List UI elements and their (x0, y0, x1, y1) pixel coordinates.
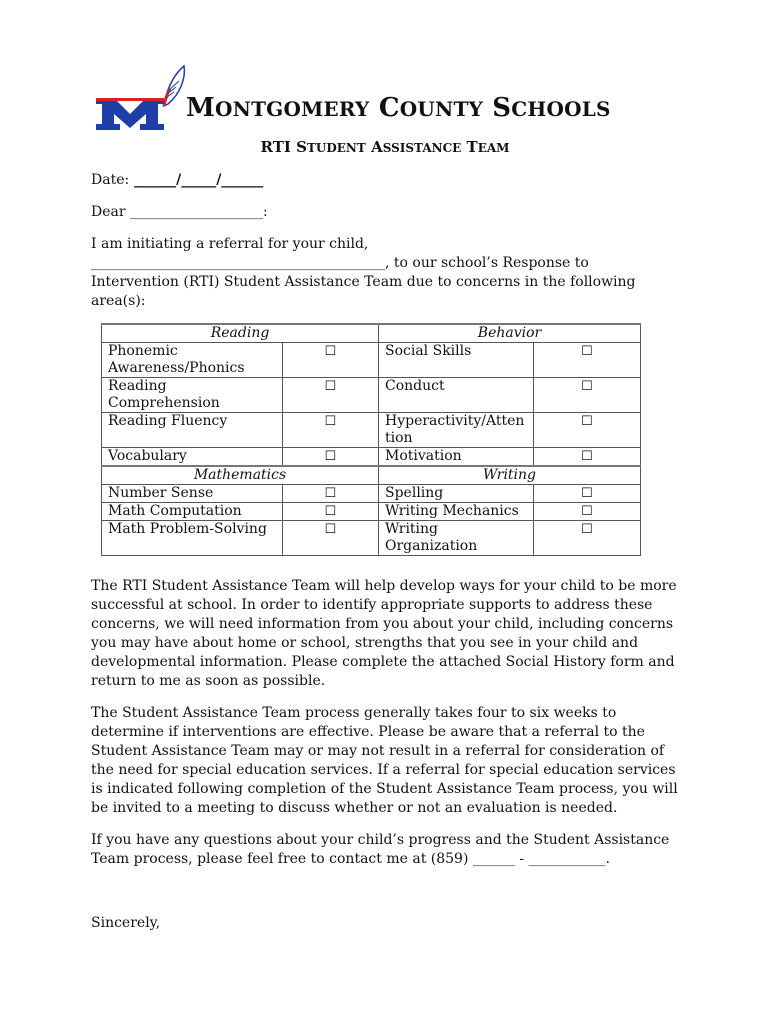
concern-label: Number Sense (102, 485, 283, 503)
table-row (102, 503, 641, 521)
concern-label: Math Problem-Solving (102, 521, 283, 556)
concern-label: Writing Mechanics (379, 503, 534, 521)
checkbox-icon[interactable]: ☐ (283, 521, 379, 556)
table-row (102, 521, 641, 556)
concern-label: Vocabulary (102, 448, 283, 467)
intro-paragraph: I am initiating a referral for your child, __________________________________________, to our school’s Response to Intervention (RTI) Student Assistance Team due to concerns in the following area(s): (91, 236, 636, 309)
checkbox-icon[interactable]: ☐ (283, 485, 379, 503)
concern-label: Social Skills (379, 343, 534, 378)
table-header-row (102, 324, 641, 343)
reading-header: Reading (102, 324, 379, 343)
date-line (91, 171, 263, 190)
concern-label: Writing Organization (379, 521, 534, 556)
date-label: Date: (91, 172, 130, 188)
checkbox-icon[interactable]: ☐ (534, 448, 641, 467)
paragraph-team-help: The RTI Student Assistance Team will help develop ways for your child to be more successful at school. In order to identify appropriate supports to address these concerns, we will need information from you about your child, including concerns you may have about home or school, strengths that you see in your child and developmental information. Please complete the attached Social History form and return to me as soon as possible. (91, 578, 677, 689)
concern-label: Motivation (379, 448, 534, 467)
table-row (102, 378, 641, 413)
concerns-table (101, 323, 641, 556)
table-row (102, 448, 641, 467)
checkbox-icon[interactable]: ☐ (283, 413, 379, 448)
school-logo-icon (94, 62, 194, 134)
checkbox-icon[interactable]: ☐ (283, 503, 379, 521)
checkbox-icon[interactable]: ☐ (534, 343, 641, 378)
document-title: RTI STUDENT ASSISTANCE TEAM (260, 138, 510, 156)
table-row (102, 343, 641, 378)
checkbox-icon[interactable]: ☐ (283, 448, 379, 467)
concern-label: Phonemic Awareness/Phonics (102, 343, 283, 378)
writing-header: Writing (379, 466, 641, 485)
salutation[interactable]: Dear ___________________: (91, 204, 268, 220)
checkbox-icon[interactable]: ☐ (283, 378, 379, 413)
concern-label: Hyperactivity/Atten tion (379, 413, 534, 448)
paragraph-contact: If you have any questions about your child’s progress and the Student Assistance Team process, please feel free to contact me at (859) ______ - ___________. (91, 832, 670, 867)
table-header-row (102, 466, 641, 485)
checkbox-icon[interactable]: ☐ (534, 378, 641, 413)
behavior-header: Behavior (379, 324, 641, 343)
closing: Sincerely, (91, 915, 161, 931)
paragraph-process: The Student Assistance Team process generally takes four to six weeks to determine if interventions are effective. Please be aware that a referral to the Student Assistance Team may or may not result in a referral for consideration of the need for special education services. If a referral for special education services is indicated following completion of the Student Assistance Team process, you will be invited to a meeting to discuss whether or not an evaluation is needed. (91, 705, 678, 816)
table-row (102, 485, 641, 503)
checkbox-icon[interactable]: ☐ (534, 413, 641, 448)
concern-label: Conduct (379, 378, 534, 413)
concern-label: Math Computation (102, 503, 283, 521)
date-blank[interactable]: ______/_____/______ (129, 172, 264, 188)
concern-label: Reading Comprehension (102, 378, 283, 413)
checkbox-icon[interactable]: ☐ (283, 343, 379, 378)
checkbox-icon[interactable]: ☐ (534, 521, 641, 556)
concern-label: Spelling (379, 485, 534, 503)
mathematics-header: Mathematics (102, 466, 379, 485)
checkbox-icon[interactable]: ☐ (534, 485, 641, 503)
concern-label: Reading Fluency (102, 413, 283, 448)
school-name: MONTGOMERY COUNTY SCHOOLS (186, 93, 611, 123)
table-row (102, 413, 641, 448)
checkbox-icon[interactable]: ☐ (534, 503, 641, 521)
